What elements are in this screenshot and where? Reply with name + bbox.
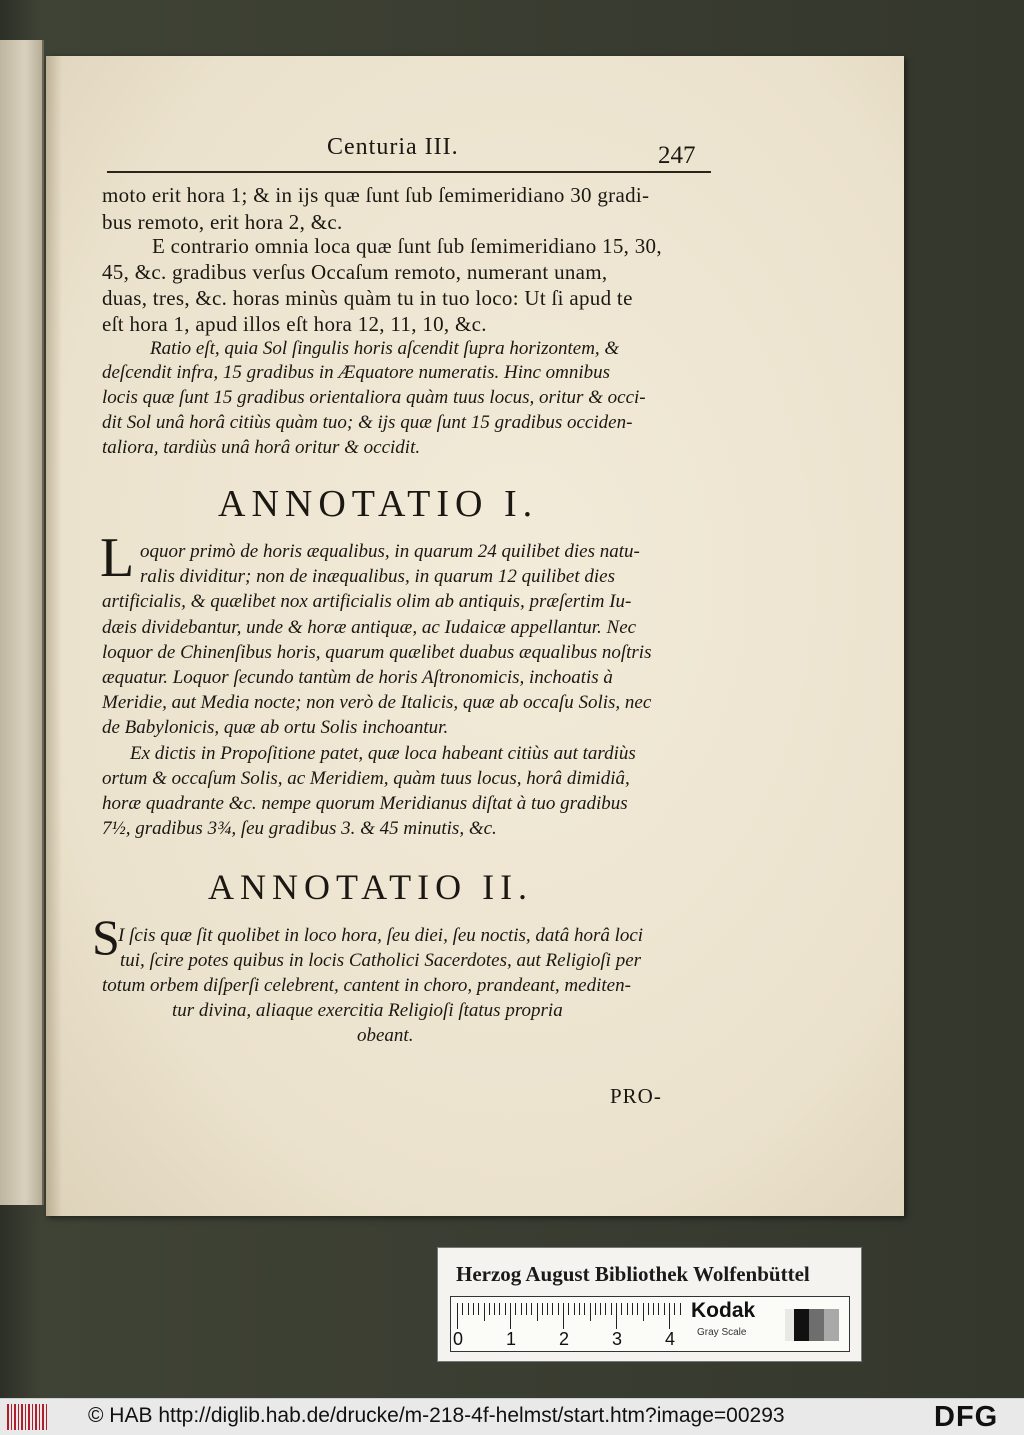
- ruler-tick: [579, 1303, 580, 1315]
- ruler-tick: [590, 1303, 591, 1321]
- gray-scale-label: Gray Scale: [697, 1327, 747, 1338]
- ruler-tick: [478, 1303, 479, 1315]
- ruler-tick: [510, 1303, 511, 1329]
- hab-logo-icon: [7, 1404, 49, 1430]
- gray-swatch: [794, 1309, 809, 1341]
- header-rule: [107, 171, 711, 173]
- ruler-tick: [664, 1303, 665, 1315]
- annotatio-line: obeant.: [357, 1025, 414, 1046]
- ruler-tick: [526, 1303, 527, 1315]
- facing-page-edge: [0, 40, 44, 1205]
- annotatio-line: totum orbem diſperſi celebrent, cantent in choro, prandeant, mediten-: [102, 975, 631, 996]
- ruler-tick: [505, 1303, 506, 1315]
- ruler-tick: [637, 1303, 638, 1315]
- ruler-tick: [499, 1303, 500, 1315]
- italic-line: locis quæ ſunt 15 gradibus orientaliora quàm tuus locus, oritur & occi-: [102, 387, 646, 408]
- ruler-tick: [542, 1303, 543, 1315]
- annotatio-line: tui, ſcire potes quibus in locis Catholici Sacerdotes, aut Religioſi per: [120, 950, 642, 971]
- body-line: eſt hora 1, apud illos eſt hora 12, 11, 10, &c.: [102, 312, 487, 336]
- ruler-tick: [658, 1303, 659, 1315]
- ruler-tick: [515, 1303, 516, 1315]
- body-line: 45, &c. gradibus verſus Occaſum remoto, numerant unam,: [102, 260, 608, 284]
- scale-target: [437, 1247, 862, 1362]
- ruler-tick: [473, 1303, 474, 1315]
- ruler-tick: [489, 1303, 490, 1315]
- annotatio-line: Ex dictis in Propoſitione patet, quæ loca habeant citiùs aut tardiùs: [130, 743, 636, 764]
- ruler-tick: [547, 1303, 548, 1315]
- heading-annotatio-1: ANNOTATIO I.: [218, 483, 539, 525]
- ruler-tick: [621, 1303, 622, 1315]
- gray-swatch: [824, 1309, 839, 1341]
- ruler-tick: [653, 1303, 654, 1315]
- ruler-tick: [595, 1303, 596, 1315]
- annotatio-line: ralis dividitur; non de inæqualibus, in quarum 12 quilibet dies: [140, 566, 615, 587]
- ruler-tick: [457, 1303, 458, 1329]
- heading-annotatio-2: ANNOTATIO II.: [208, 867, 534, 907]
- ruler-tick: [468, 1303, 469, 1315]
- annotatio-line: loquor de Chinenſibus horis, quarum quælibet duabus æqualibus noſtris: [102, 642, 652, 663]
- italic-line: taliora, tardiùs unâ horâ oritur & occidit.: [102, 437, 421, 458]
- ruler-number: 4: [665, 1329, 676, 1349]
- ruler-number: 3: [612, 1329, 623, 1349]
- ruler-tick: [674, 1303, 675, 1315]
- ruler-tick: [563, 1303, 564, 1329]
- centimeter-ruler: [457, 1303, 683, 1329]
- copyright-url[interactable]: © HAB http://diglib.hab.de/drucke/m-218-4f-helmst/start.htm?image=00293: [88, 1404, 785, 1427]
- italic-line: Ratio eſt, quia Sol ſingulis horis aſcendit ſupra horizontem, &: [150, 338, 620, 359]
- ruler-number: 0: [453, 1329, 464, 1349]
- ruler-tick: [600, 1303, 601, 1315]
- body-line: bus remoto, erit hora 2, &c.: [102, 210, 343, 234]
- ruler-tick: [643, 1303, 644, 1321]
- annotatio-line: 7½, gradibus 3¾, ſeu gradibus 3. & 45 minutis, &c.: [102, 818, 497, 839]
- ruler-tick: [574, 1303, 575, 1315]
- ruler-tick: [558, 1303, 559, 1315]
- body-line: moto erit hora 1; & in ijs quæ ſunt ſub ſemimeridiano 30 gradi-: [102, 183, 650, 207]
- ruler-number: 2: [559, 1329, 570, 1349]
- kodak-scale: [450, 1296, 850, 1352]
- kodak-logo: Kodak: [691, 1299, 756, 1322]
- annotatio-line: Meridie, aut Media nocte; non verò de Italicis, quæ ab occaſu Solis, nec: [102, 692, 652, 713]
- annotatio-line: æquatur. Loquor ſecundo tantùm de horis Aſtronomicis, inchoatis à: [102, 667, 613, 688]
- page-number: 247: [658, 142, 696, 169]
- annotatio-line: I ſcis quæ ſit quolibet in loco hora, ſeu diei, ſeu noctis, datâ horâ loci: [118, 925, 644, 946]
- body-line: E contrario omnia loca quæ ſunt ſub ſemimeridiano 15, 30,: [152, 234, 662, 258]
- ruler-tick: [605, 1303, 606, 1315]
- body-line: duas, tres, &c. horas minùs quàm tu in tuo loco: Ut ſi apud te: [102, 286, 633, 310]
- drop-cap: S: [92, 909, 120, 965]
- ruler-tick: [680, 1303, 681, 1315]
- italic-line: deſcendit infra, 15 gradibus in Æquatore numeratis. Hinc omnibus: [102, 362, 611, 383]
- ruler-tick: [584, 1303, 585, 1315]
- footer-bar: [0, 1398, 1024, 1435]
- annotatio-line: horæ quadrante &c. nempe quorum Meridianus diſtat à tuo gradibus: [102, 793, 628, 814]
- italic-line: dit Sol unâ horâ citiùs quàm tuo; & ijs quæ ſunt 15 gradibus occiden-: [102, 412, 633, 433]
- drop-cap: L: [100, 527, 135, 589]
- annotatio-line: ortum & occaſum Solis, ac Meridiem, quàm tuus locus, horâ dimidiâ,: [102, 768, 630, 789]
- ruler-tick: [462, 1303, 463, 1315]
- ruler-tick: [552, 1303, 553, 1315]
- ruler-tick: [537, 1303, 538, 1321]
- library-name: Herzog August Bibliothek Wolfenbüttel: [456, 1262, 810, 1286]
- annotatio-line: tur divina, aliaque exercitia Religioſi ſtatus propria: [172, 1000, 563, 1021]
- ruler-tick: [611, 1303, 612, 1315]
- ruler-tick: [627, 1303, 628, 1315]
- running-title: Centuria III.: [327, 134, 459, 160]
- gray-swatch: [809, 1309, 824, 1341]
- ruler-tick: [632, 1303, 633, 1315]
- annotatio-line: artificialis, & quælibet nox artificialis olim ab antiquis, præſertim Iu-: [102, 591, 632, 612]
- ruler-number: 1: [506, 1329, 517, 1349]
- annotatio-line: de Babylonicis, quæ ab ortu Solis inchoantur.: [102, 717, 449, 738]
- ruler-tick: [648, 1303, 649, 1315]
- ruler-tick: [568, 1303, 569, 1315]
- dfg-logo: DFG: [934, 1401, 999, 1433]
- ruler-tick: [484, 1303, 485, 1321]
- annotatio-line: oquor primò de horis æqualibus, in quarum 24 quilibet dies natu-: [140, 541, 640, 562]
- ruler-tick: [669, 1303, 670, 1329]
- ruler-tick: [616, 1303, 617, 1329]
- ruler-tick: [531, 1303, 532, 1315]
- catchword: PRO-: [610, 1084, 662, 1108]
- ruler-tick: [521, 1303, 522, 1315]
- annotatio-line: dæis dividebantur, unde & horæ antiquæ, ac Iudaicæ appellantur. Nec: [102, 617, 637, 638]
- ruler-tick: [494, 1303, 495, 1315]
